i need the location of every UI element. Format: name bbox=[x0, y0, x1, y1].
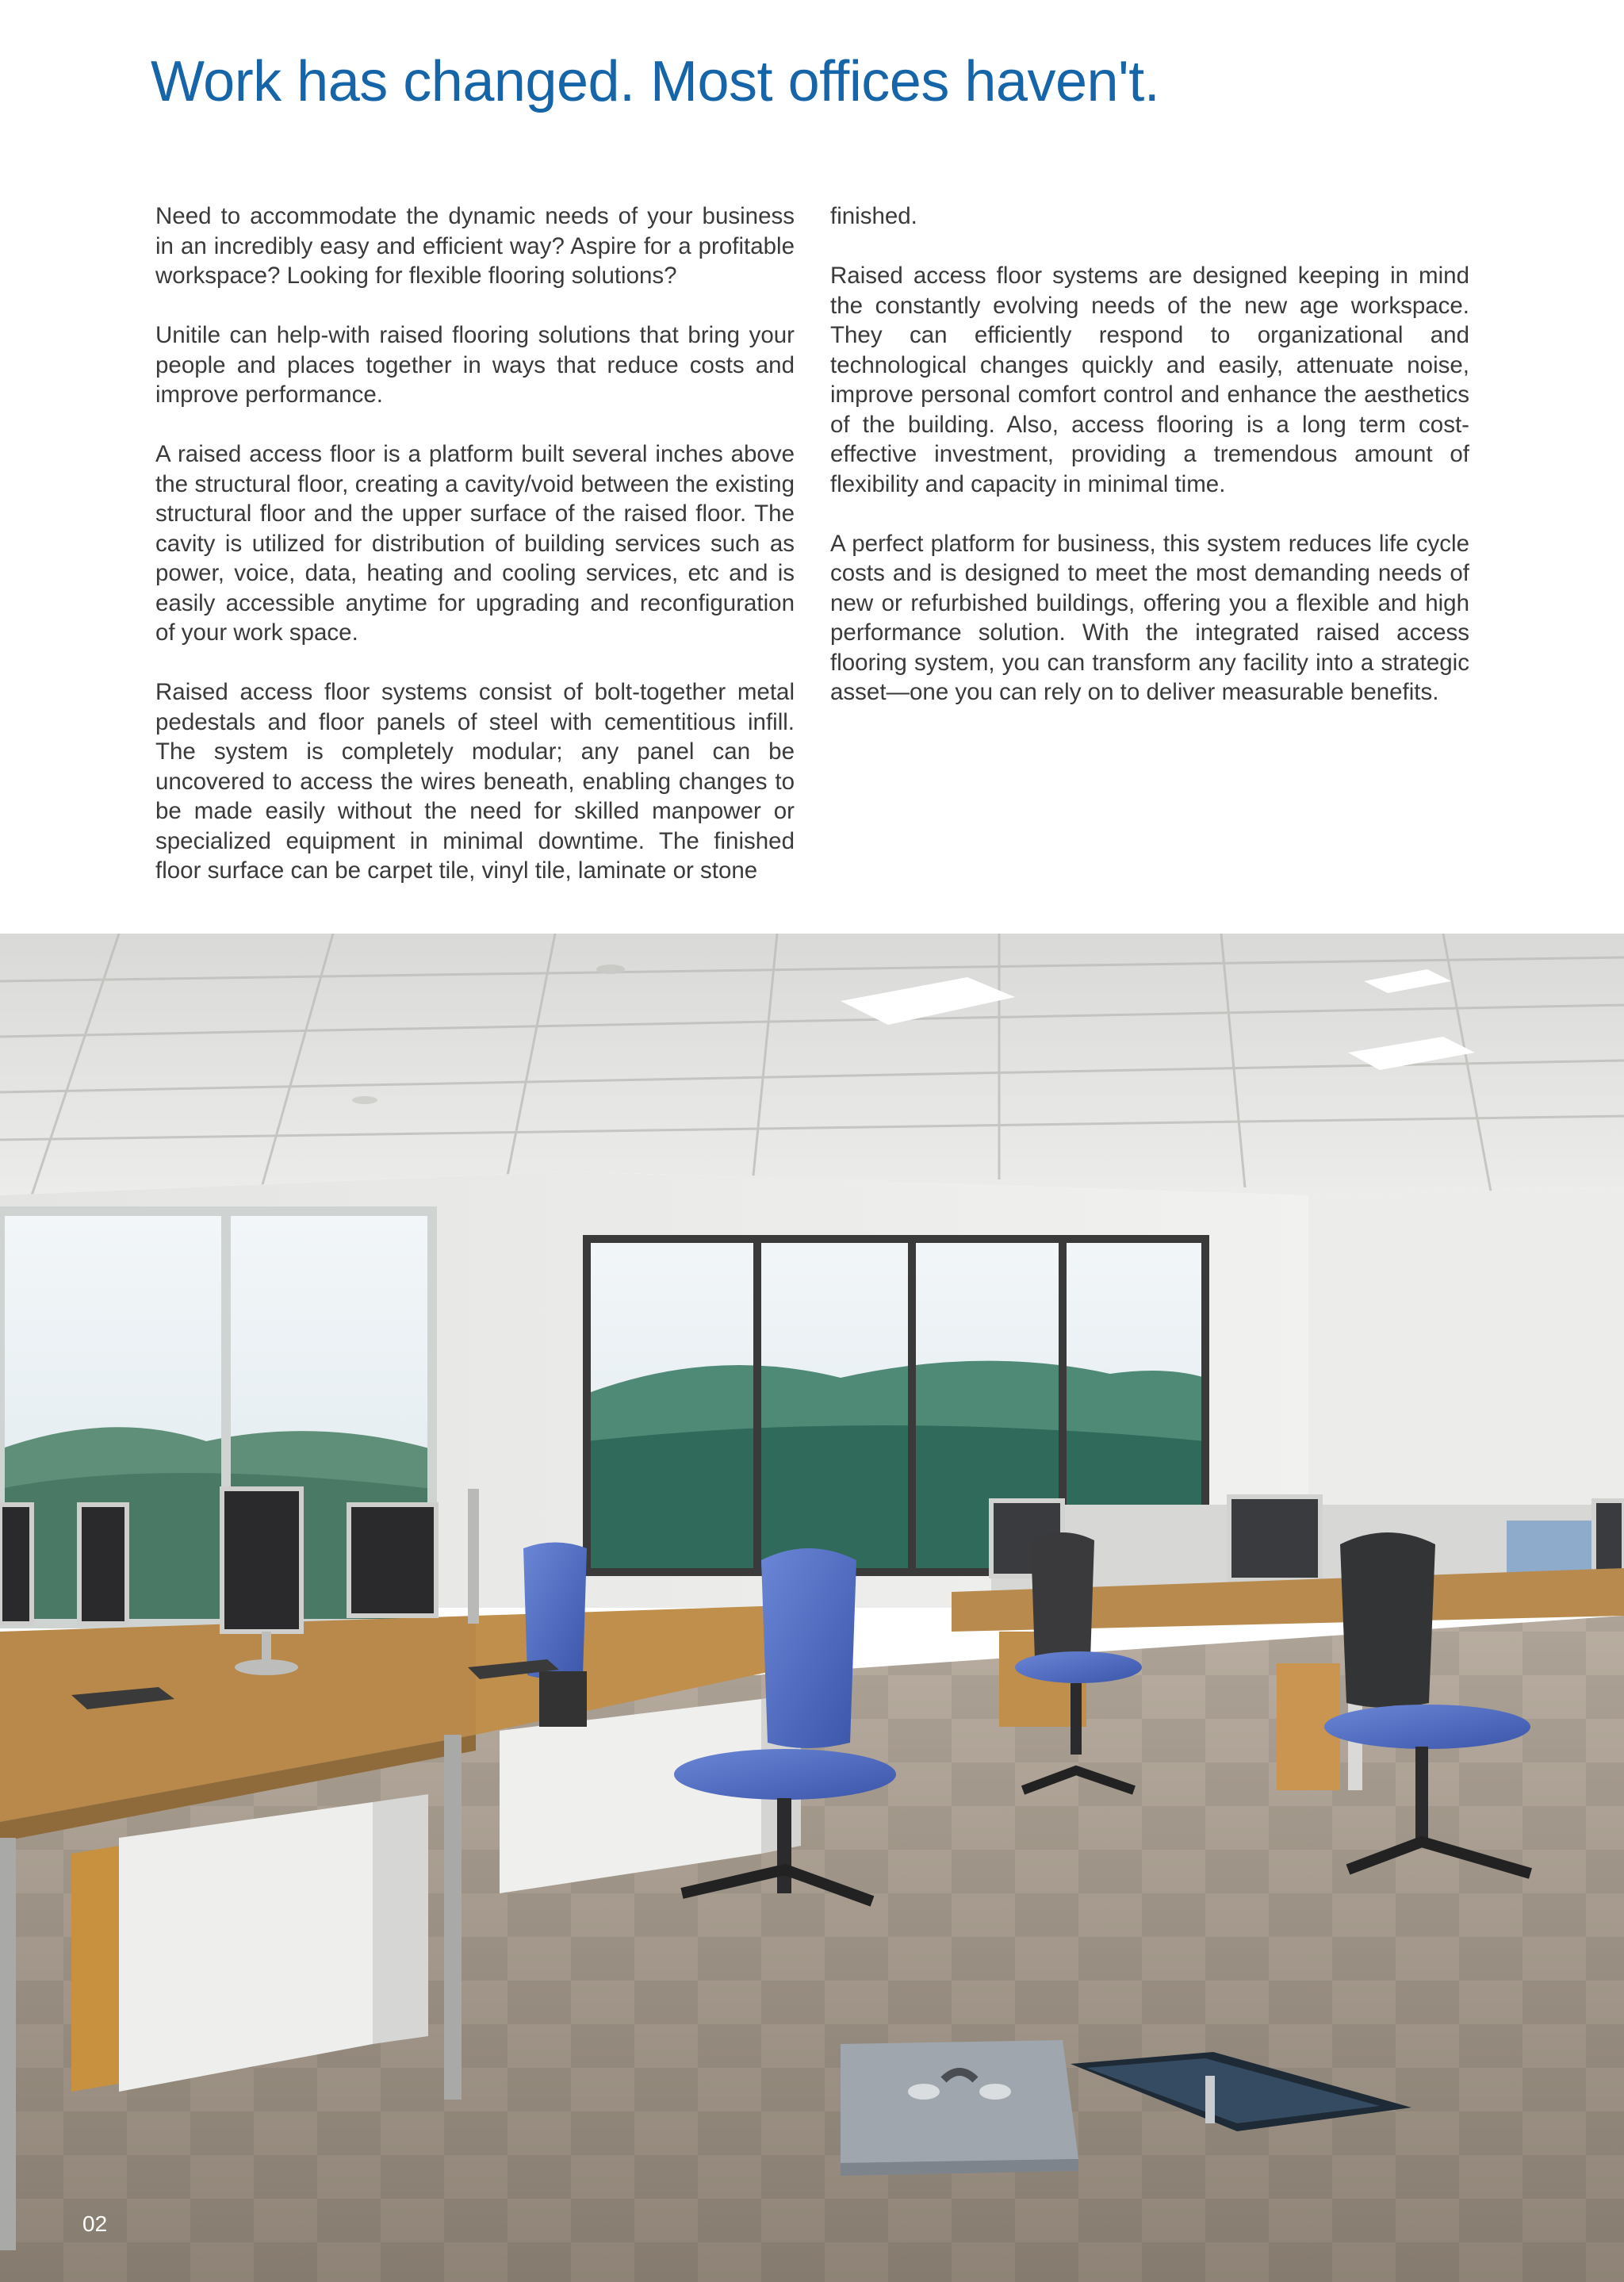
page-title: Work has changed. Most offices haven't. bbox=[151, 50, 1160, 113]
paragraph: Raised access floor systems are designed keeping in mind the constantly evolving needs of the new age workspace. They can efficiently respond to organizational and technological changes quickly and easily, attenuate noise, improve personal comfort control and enhance the aesthetics of the building. Also, access flooring is a long term cost-effective investment, providing a tremendous amount of flexibility and capacity in minimal time. bbox=[830, 263, 1469, 497]
right-text-column bbox=[830, 201, 1469, 737]
page-number: 02 bbox=[82, 2211, 108, 2236]
paragraph: A perfect platform for business, this system reduces life cycle costs and is designed to meet the most demanding needs of new or refurbished buildings, offering you a flexible and high performance solution. With the integrated raised access flooring system, you can transform any facility into a strategic asset—one you can rely on to deliver measurable benefits. bbox=[830, 530, 1469, 705]
left-text-column bbox=[155, 201, 795, 886]
office-photo bbox=[0, 934, 1624, 2282]
paragraph: Raised access floor systems consist of bolt-together metal pedestals and floor panels of steel with cementitious infill. The system is completely modular; any panel can be uncovered to access the wires beneath, enabling changes to be made easily without the need for skilled manpower or specialized equipment in minimal downtime. The finished floor surface can be carpet tile, vinyl tile, laminate or stone bbox=[155, 679, 795, 884]
paragraph: A raised access floor is a platform built several inches above the structural floor, creating a cavity/void between the existing structural floor and the upper surface of the raised floor. The cavity is utilized for distribution of building services such as power, voice, data, heating and cooling services, etc and is easily accessible anytime for upgrading and reconfiguration of your work space. bbox=[155, 441, 795, 646]
paragraph: Need to accommodate the dynamic needs of your business in an incredibly easy and efficient way? Aspire for a profitable workspace? Looking for flexible flooring solutions? bbox=[155, 203, 795, 289]
paragraph: finished. bbox=[830, 203, 917, 229]
paragraph: Unitile can help-with raised flooring solutions that bring your people and places together in ways that reduce costs and improve performance. bbox=[155, 322, 795, 408]
